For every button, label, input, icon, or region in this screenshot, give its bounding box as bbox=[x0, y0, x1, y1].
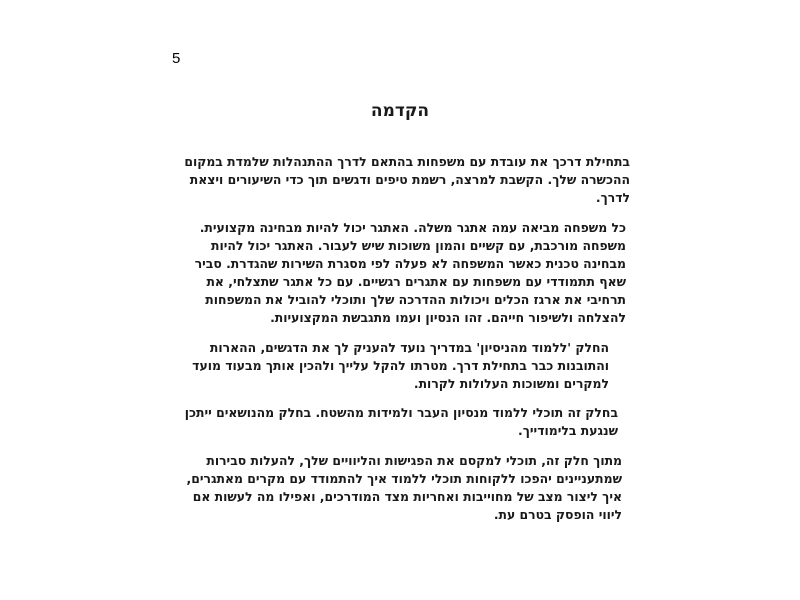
paragraph-line: כל משפחה מביאה עמה אתגר משלה. האתגר יכול להיות מבחינה מקצועית. bbox=[199, 220, 626, 235]
paragraph-line: מתוך חלק זה, תוכלי למקסם את הפגישות והליוויים שלך, להעלות סבירות bbox=[206, 453, 622, 468]
page-title: הקדמה bbox=[370, 101, 430, 121]
page-number: 5 bbox=[172, 50, 181, 67]
paragraph-challenges bbox=[166, 219, 626, 327]
paragraph-line: שנגעת בלימודייך. bbox=[518, 423, 618, 438]
paragraph-line: איך ליצור מצב של מחוייבות ואחריות מצד המודרכים, ואפילו מה לעשות אם bbox=[192, 489, 622, 504]
paragraph-line: משפחה מורכבת, עם קשיים והמון משוכות שיש לעבור. האתגר יכול להיות bbox=[211, 238, 626, 253]
paragraph-line: למקרים ומשוכות העלולות לקרות. bbox=[413, 376, 609, 391]
paragraph-maximize bbox=[162, 452, 622, 524]
paragraph-line: ההכשרה שלך. הקשבת למרצה, רשמת טיפים ודגשים תוך כדי השיעורים ויצאת bbox=[189, 172, 630, 187]
paragraph-line: שאף תתמודדי עם משפחות עם אתגרים רגשיים. עם כל אתגר שתצלחי, את bbox=[206, 274, 626, 289]
paragraph-line: החלק 'ללמוד מהניסיון' במדריך נועד להעניק לך את הדגשים, ההארות bbox=[209, 340, 609, 355]
paragraph-line: תרחיבי את ארגז הכלים ויכולות ההדרכה שלך ותוכלי להוביל את המשפחות bbox=[205, 292, 626, 307]
paragraph-line: והתובנות כבר בתחילת דרך. מטרתו להקל עלייך ולהכין אותך מבעוד מועד bbox=[192, 358, 609, 373]
paragraph-line: בחלק זה תוכלי ללמוד מנסיון העבר ולמידות מהשטח. בחלק מהנושאים ייתכן bbox=[184, 405, 618, 420]
paragraph-line: לדרך. bbox=[595, 190, 630, 205]
paragraph-intro bbox=[160, 153, 630, 207]
paragraph-line: מבחינה טכנית כאשר המשפחה לא פעלה לפי מסגרת השירות שהגדרת. סביר bbox=[194, 256, 626, 271]
paragraph-past-experience bbox=[178, 404, 618, 440]
paragraph-line: בתחילת דרכך את עובדת עם משפחות בהתאם לדרך ההתנהלות שלמדת במקום bbox=[184, 154, 630, 169]
paragraph-line: להצלחה ולשיפור חייהם. זהו הנסיון ועמו מתגבשת המקצועיות. bbox=[270, 310, 626, 325]
paragraph-learning-section bbox=[169, 339, 609, 393]
paragraph-line: ליווי הופסק בטרם עת. bbox=[493, 507, 622, 522]
paragraph-line: שמתעניינים יהפכו ללקוחות תוכלי ללמוד איך להתמודד עם מקרים מאתגרים, bbox=[186, 471, 622, 486]
